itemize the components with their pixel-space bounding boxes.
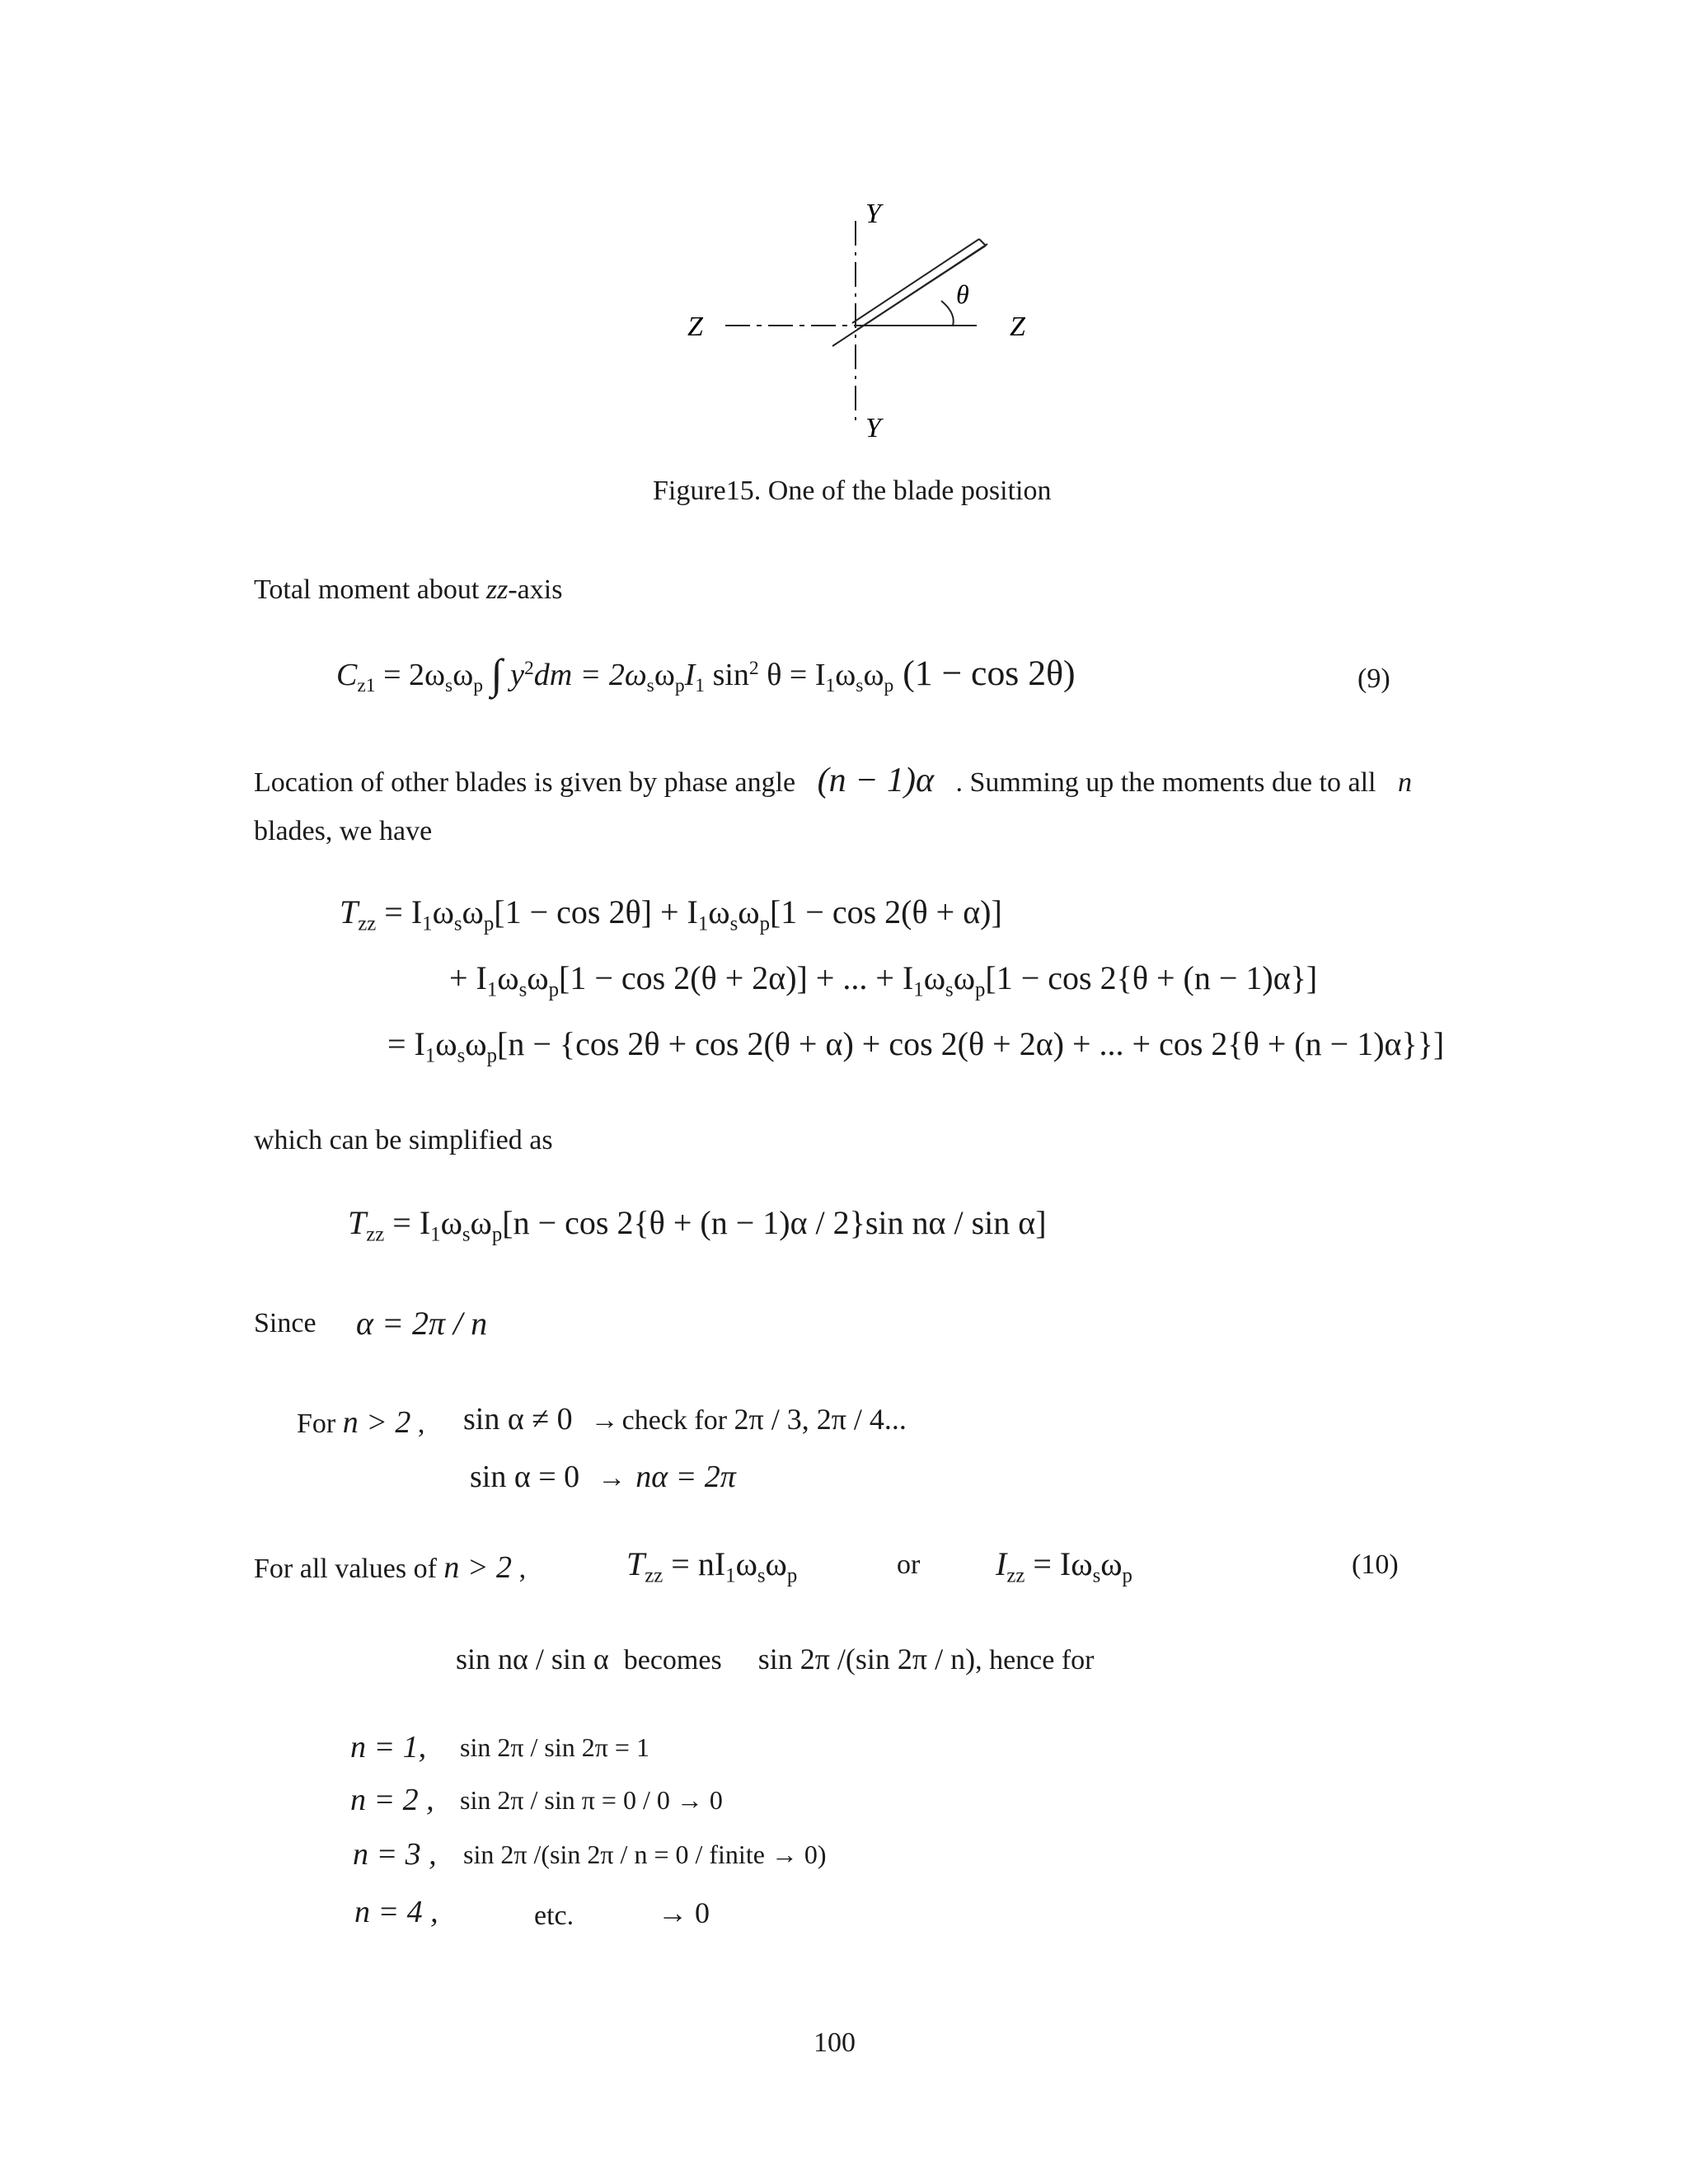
equation-10-number: (10): [1352, 1549, 1399, 1580]
case-n-gt-2-line1: sin α ≠ 0 → check for 2π / 3, 2π / 4...: [463, 1402, 907, 1436]
theta-label: θ: [956, 279, 969, 309]
page-number: 100: [814, 2027, 856, 2058]
becomes-line: sin nα / sin α becomes sin 2π /(sin 2π / n), hence for: [456, 1643, 1095, 1675]
since-expression: α = 2π / n: [356, 1305, 488, 1342]
tzz-simplified: $T_{zz} = I_1\omega_s\omega_p[n - \cos 2\{\theta + (n - 1)\alpha / 2\}\sin$ nα / sin α]: [348, 1204, 1047, 1246]
tzz-sum-line2: + $I_1\omega_s\omega_p[1 - \cos 2(\theta + 2\alpha)]$ + ... + $I_1\omega_s\omega_p[1 - \cos 2\{\theta + (n - 1)\alpha\}]$: [449, 959, 1318, 1001]
tzz-sum-line1: $T_{zz} = I_1\omega_s\omega_p[1 - \cos 2\theta] + I_1\omega_s\omega_p[1 - \cos 2(\theta + \alpha)]$: [340, 893, 1002, 935]
case-n2-expression: sin 2π / sin π = 0 / 0 → 0: [460, 1785, 723, 1815]
equation-10-tzz: $T_{zz} = nI_1\omega_s\omega_p$: [626, 1545, 798, 1587]
z-axis-label-right: Z: [1010, 312, 1025, 342]
case-n3-label: n = 3 ,: [353, 1837, 437, 1872]
paragraph-total-moment: Total moment about zz-axis: [254, 574, 563, 605]
equation-9-number: (9): [1357, 663, 1390, 694]
blade-diagram: [676, 198, 1071, 445]
paragraph-location-line1: Location of other blades is given by phase angle (n − 1)α . Summing up the moments due to all n: [254, 762, 1412, 799]
figure-caption: Figure15. One of the blade position: [653, 476, 1052, 506]
equation-9: $C_{z1} = 2\omega_s\omega_p$ ∫ $y^2dm = 2\omega_s\omega_pI_1$ $\sin^2 \theta = I_1\omega_s\omega_p$ (1 − cos 2θ): [336, 651, 1076, 699]
paragraph-location-line2: blades, we have: [254, 816, 433, 846]
case-n1-label: n = 1,: [350, 1730, 427, 1765]
case-n4-etc: etc.: [534, 1900, 574, 1931]
case-n4-tail: → 0: [658, 1896, 710, 1929]
equation-10-or: or: [897, 1549, 921, 1580]
case-n4-label: n = 4 ,: [354, 1895, 438, 1929]
case-n-gt-2-label: For n > 2 ,: [297, 1405, 425, 1440]
equation-10-izz: $I_{zz} = I\omega_s\omega_p$: [996, 1545, 1132, 1587]
y-axis-label-bottom: Y: [865, 413, 881, 443]
since-label: Since: [254, 1308, 316, 1338]
equation-10-label: For all values of n > 2 ,: [254, 1550, 527, 1585]
angle-arc: [941, 301, 954, 326]
z-axis-label-left: Z: [687, 312, 703, 342]
blade-position-figure: [676, 198, 1071, 445]
paragraph-simplified: which can be simplified as: [254, 1125, 553, 1155]
case-n2-label: n = 2 ,: [350, 1783, 434, 1817]
case-n-gt-2-line2: sin α = 0 → nα = 2π: [470, 1460, 736, 1494]
case-n3-expression: sin 2π /(sin 2π / n = 0 / finite → 0): [463, 1840, 827, 1869]
tzz-sum-line3: = $I_1\omega_s\omega_p[n - \{\cos$ 2θ + cos 2(θ + α) + cos 2(θ + 2α) + ... + cos 2{θ + (n − 1)α}}]: [387, 1025, 1445, 1067]
case-n1-expression: sin 2π / sin 2π = 1: [460, 1732, 649, 1762]
y-axis-label-top: Y: [865, 199, 881, 229]
